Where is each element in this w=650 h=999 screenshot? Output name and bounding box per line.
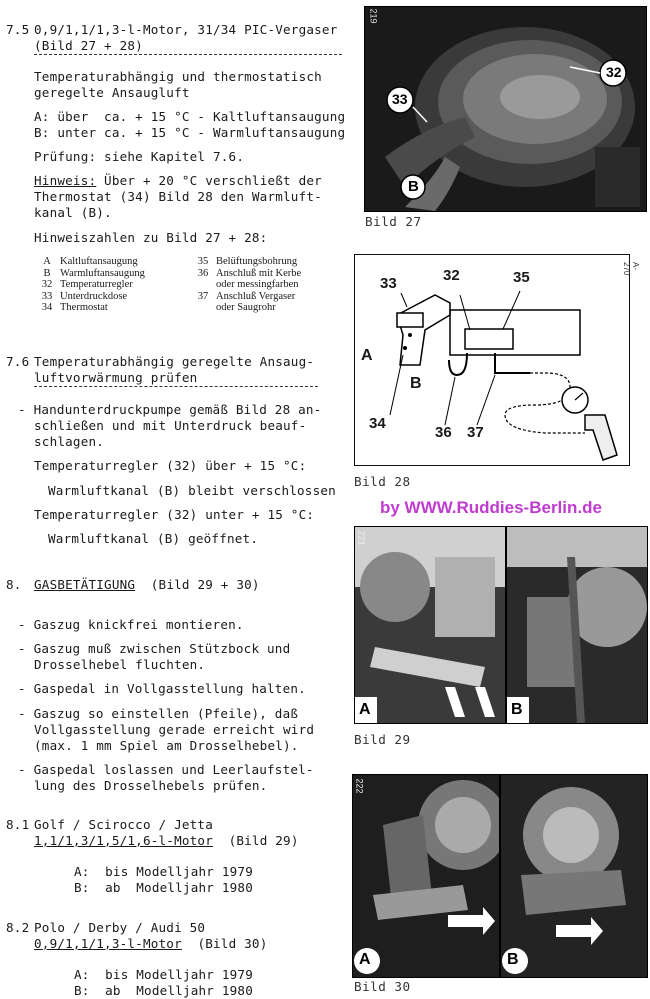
section-82-ref: (Bild 30) — [197, 936, 268, 951]
legend-key: B — [43, 267, 51, 279]
bild-28-label-33: 33 — [380, 275, 397, 292]
legend-value: Kaltluftansaugung — [60, 256, 138, 267]
section-75-title-ref — [34, 38, 342, 55]
legend-entry — [34, 291, 194, 303]
section-8-item-line: lung des Drosselhebels prüfen. — [34, 778, 268, 793]
section-8-title: GASBETÄTIGUNG — [34, 577, 136, 592]
section-81-title: Golf / Scirocco / Jetta — [34, 817, 213, 832]
section-82-motor-line — [34, 936, 268, 952]
regler-under-result: Warmluftkanal (B) geöffnet. — [48, 531, 259, 546]
bild-27-photo — [364, 6, 647, 212]
legend-key: 33 — [41, 290, 53, 302]
bild-29-label-a: A — [359, 701, 371, 718]
legend-key: 34 — [41, 302, 53, 313]
line-a: A: über ca. + 15 °C - Kaltluftansaugung — [34, 109, 346, 124]
section-75-heading-1: Temperaturabhängig und thermostatisch — [34, 69, 322, 84]
legend-value: Temperaturregler — [60, 279, 133, 290]
section-76-title-1: Temperaturabhängig geregelte Ansaug- — [34, 354, 315, 369]
section-82-motor: 0,9/1,1/1,3-l-Motor — [34, 936, 182, 951]
section-81-ref: (Bild 29) — [228, 833, 299, 848]
bild-28-label-32: 32 — [443, 267, 460, 284]
bild-28-diagram — [354, 254, 630, 466]
section-8-item-line: - Gaspedal in Vollgasstellung halten. — [18, 681, 306, 696]
section-8-item-line: - Gaspedal loslassen und Leerlaufstel- — [18, 762, 314, 777]
section-8-item-line: - Gaszug muß zwischen Stützbock und — [18, 641, 291, 656]
legend-entry — [34, 279, 194, 291]
bild-27-label-32: 32 — [606, 64, 622, 80]
section-81-a: A: bis Modelljahr 1979 — [74, 864, 253, 879]
section-82-title: Polo / Derby / Audi 50 — [34, 920, 206, 935]
bild-29-photo-a — [354, 526, 506, 724]
bild-28-caption: Bild 28 — [354, 474, 411, 489]
hinweis-line-3: kanal (B). — [34, 205, 112, 220]
legend-entry — [34, 302, 194, 314]
bild-30-photo-a — [352, 774, 500, 978]
legend-entry — [34, 256, 194, 268]
bild-29-caption: Bild 29 — [354, 732, 411, 747]
bild-27-label-b: B — [408, 178, 419, 195]
regler-under: Temperaturregler (32) unter + 15 °C: — [34, 507, 315, 522]
line-b: B: unter ca. + 15 °C - Warmluftansaugung — [34, 125, 346, 140]
bild-28-label-34: 34 — [369, 415, 386, 432]
bild-29-photo-b — [506, 526, 648, 724]
section-82-a: A: bis Modelljahr 1979 — [74, 967, 253, 982]
bild-30-photo-b — [500, 774, 648, 978]
section-8-item-line: Drosselhebel fluchten. — [34, 657, 206, 672]
section-8-number: 8. — [6, 577, 22, 592]
section-81-motor-line — [34, 833, 299, 849]
bild-30-b-drawing — [501, 775, 647, 977]
section-75-number: 7.5 — [6, 22, 30, 37]
bild-30-a-drawing — [353, 775, 499, 977]
item-pump-3: schlagen. — [34, 434, 105, 449]
pruefung-text: Prüfung: siehe Kapitel 7.6. — [34, 149, 245, 164]
legend-entry — [190, 256, 350, 268]
bild-28-label-37: 37 — [467, 424, 484, 441]
legend-key: 37 — [197, 290, 209, 302]
legend-key: 36 — [197, 267, 209, 279]
hinweis-label: Hinweis: — [34, 173, 97, 188]
hinweis-text: Über + 20 °C verschließt der — [96, 173, 322, 188]
section-81-b: B: ab Modelljahr 1980 — [74, 880, 253, 895]
legend-entry — [190, 268, 350, 280]
bild-29-tag: 221 — [356, 530, 367, 546]
legend-right — [190, 256, 350, 314]
legend-key — [190, 279, 216, 291]
section-82-number: 8.2 — [6, 920, 30, 935]
section-8-item-line: Vollgasstellung gerade erreicht wird — [34, 722, 315, 737]
hinweis-line-2: Thermostat (34) Bild 28 den Warmluft- — [34, 189, 322, 204]
legend-value: Anschluß mit Kerbe — [216, 267, 302, 279]
bild-27-tag: 219 — [368, 8, 379, 24]
bild-28-label-35: 35 — [513, 269, 530, 286]
bild-30-label-a: A — [359, 951, 371, 968]
bild-27-caption: Bild 27 — [365, 214, 422, 229]
bild-30-label-b: B — [507, 951, 519, 968]
legend-value: Belüftungsbohrung — [216, 256, 298, 267]
legend-left — [34, 256, 194, 314]
section-81-number: 8.1 — [6, 817, 30, 832]
legend-value: oder messingfarben — [216, 279, 299, 290]
legend-entry — [190, 279, 350, 291]
section-76-title-2 — [34, 370, 318, 387]
legend-value: Anschluß Vergaser — [216, 290, 296, 302]
item-pump-2: schließen und mit Unterdruck beauf- — [34, 418, 307, 433]
bild-29-b-drawing — [507, 527, 647, 723]
item-pump-1: - Handunterdruckpumpe gemäß Bild 28 an- — [18, 402, 322, 417]
title-2-text: luftvorwärmung prüfen — [34, 370, 318, 387]
legend-key: 35 — [197, 256, 209, 267]
bild-29-a-drawing — [355, 527, 505, 723]
section-75-title: 0,9/1,1/1,3-l-Motor, 31/34 PIC-Vergaser — [34, 22, 338, 37]
bild-27-label-33: 33 — [392, 91, 408, 107]
legend-key: 32 — [41, 279, 53, 290]
section-81-motor: 1,1/1,3/1,5/1,6-l-Motor — [34, 833, 213, 848]
section-82-b: B: ab Modelljahr 1980 — [74, 983, 253, 998]
section-8-item-line: (max. 1 mm Spiel am Drosselhebel). — [34, 738, 299, 753]
legend-value: Unterdruckdose — [60, 290, 128, 302]
section-76-number: 7.6 — [6, 354, 30, 369]
bild-28-label-b: B — [410, 375, 422, 392]
section-8-item-line: - Gaszug knickfrei montieren. — [18, 617, 244, 632]
section-8-ref: (Bild 29 + 30) — [150, 577, 260, 592]
bild-29-label-b: B — [511, 701, 523, 718]
regler-over-result: Warmluftkanal (B) bleibt verschlossen — [48, 483, 336, 498]
bild-28-tag: A-270 — [622, 262, 640, 276]
bild-28-label-a: A — [361, 347, 373, 364]
hinweis-line-1 — [34, 173, 322, 189]
section-8-item-line: - Gaszug so einstellen (Pfeile), daß — [18, 706, 299, 721]
watermark: by WWW.Ruddies-Berlin.de — [380, 498, 602, 517]
section-8-heading — [34, 577, 260, 593]
bild-30-caption: Bild 30 — [354, 979, 411, 994]
legend-value: oder Saugrohr — [216, 302, 276, 313]
bild-30-tag: 222 — [354, 778, 365, 794]
hinweiszahlen-title: Hinweiszahlen zu Bild 27 + 28: — [34, 230, 268, 245]
legend-key: A — [43, 256, 51, 267]
legend-key — [190, 302, 216, 314]
legend-entry — [190, 291, 350, 303]
section-75-heading-2: geregelte Ansaugluft — [34, 85, 190, 100]
legend-value: Warmluftansaugung — [60, 267, 145, 279]
legend-value: Thermostat — [60, 302, 108, 313]
bild-28-label-36: 36 — [435, 424, 452, 441]
legend-entry — [34, 268, 194, 280]
regler-over: Temperaturregler (32) über + 15 °C: — [34, 458, 307, 473]
legend-entry — [190, 302, 350, 314]
title-ref-text: (Bild 27 + 28) — [34, 38, 342, 55]
